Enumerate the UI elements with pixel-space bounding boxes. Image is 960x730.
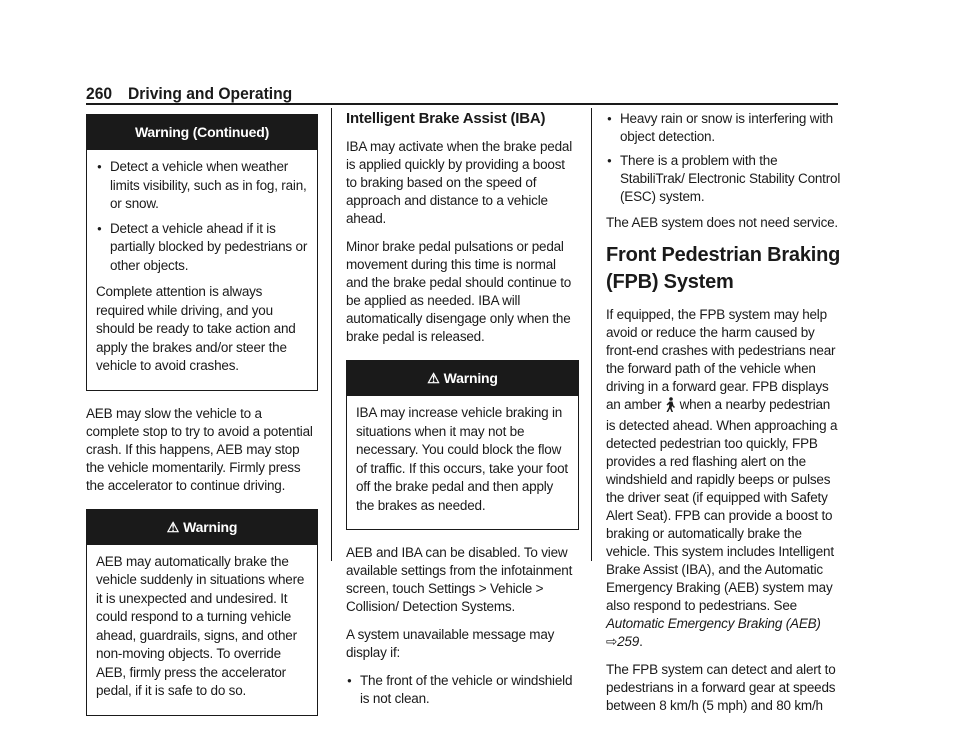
fpb-paragraph-1: If equipped, the FPB system may help avoid or reduce the harm caused by front-end crashes with pedestrians near the forward path of the vehicle when driving in a forward gear. FPB displays an amber when a nearby pedestrian is detected ahead. When approaching a detected pedestrian too quickly, FPB provides a red flashing alert on the windshield and rapidly beeps or pulses the driver seat (if equipped with Safety Alert Seat). FPB can provide a boost to braking or automatically brake the vehicle. This system includes Intelligent Brake Assist (IBA), and the Automatic Emergency Braking (AEB) system may also respond to pedestrians. See Automatic Emergency Braking (AEB) ⇨259. [606,307,838,649]
column-divider [331,108,332,561]
list-item: ● Detect a vehicle ahead if it is partially blocked by pedestrians or other objects. [96,220,309,276]
iba-warning-box [346,360,579,530]
unavailable-list [346,672,579,708]
warning-box [86,509,318,716]
page-number: 260 [86,84,113,103]
fpb-heading: Front Pedestrian Braking (FPB) System [606,244,841,293]
page-ref-icon: ⇨ [606,634,618,649]
iba-paragraph-2: Minor brake pedal pulsations or pedal movement during this time is normal and the brake pedal should continue to be applied as needed. IBA will automatically disengage only when the brake pedal is released. [346,239,572,344]
list-item: ● Detect a vehicle when weather limits visibility, such as in fog, rain, or snow. [96,158,309,214]
no-service-paragraph: The AEB system does not need service. [606,215,838,230]
header-rule [86,103,838,105]
page-header [86,84,307,104]
warning-continued-text: Complete attention is always required while driving, and you should be ready to take action and apply the brakes and/or steer the vehicle to avoid crashes. [96,284,296,373]
warning-text: AEB may automatically brake the vehicle suddenly in situations where it is unexpected and undesired. It could respond to a turning vehicle ahead, guardrails, signs, and other non-moving objects. To override AEB, firmly press the accelerator pedal, if it is safe to do so. [96,553,305,698]
iba-warning-text: IBA may increase vehicle braking in situations when it may not be necessary. You could block the flow of traffic. If this occurs, take your foot off the brake pedal and then apply the brakes as needed. [356,405,568,513]
column-3 [606,110,842,725]
column-2 [346,110,579,716]
list-item: ● There is a problem with the StabiliTrak/ Electronic Stability Control (ESC) system. [606,152,842,206]
aeb-paragraph: AEB may slow the vehicle to a complete stop to try to avoid a potential crash. If this happens, AEB may stop the vehicle momentarily. Firmly press the accelerator to continue driving. [86,405,313,493]
iba-paragraph-1: IBA may activate when the brake pedal is applied quickly by providing a boost to braking based on the speed of approach and distance to a vehicle ahead. [346,139,572,226]
disable-paragraph: AEB and IBA can be disabled. To view available settings from the infotainment screen, touch Settings > Vehicle > Collision/ Detection Systems. [346,545,573,614]
aeb-page-reference[interactable]: 259 [617,634,640,649]
warning-continued-list [96,158,309,275]
unavailable-paragraph: A system unavailable message may display if: [346,627,555,660]
section-title: Driving and Operating [128,84,293,103]
warning-continued-title: Warning (Continued) [87,115,317,150]
warning-title: ⚠ Warning [87,510,317,545]
aeb-cross-reference[interactable]: Automatic Emergency Braking (AEB) [606,616,821,631]
fpb-paragraph-2: The FPB system can detect and alert to pedestrians in a forward gear at speeds between 8 km/h (5 mph) and 80 km/h [606,662,836,713]
warning-continued-box [86,114,318,391]
iba-warning-title: ⚠ Warning [347,361,578,396]
warning-icon: ⚠ [427,370,440,386]
list-item: ● The front of the vehicle or windshield is not clean. [346,672,579,708]
column-divider [591,108,592,561]
pedestrian-icon [665,397,676,417]
unavailable-list-continued [606,110,842,206]
list-item: ● Heavy rain or snow is interfering with object detection. [606,110,842,146]
column-1 [86,114,318,730]
warning-icon: ⚠ [166,518,180,535]
iba-heading: Intelligent Brake Assist (IBA) [346,110,546,127]
